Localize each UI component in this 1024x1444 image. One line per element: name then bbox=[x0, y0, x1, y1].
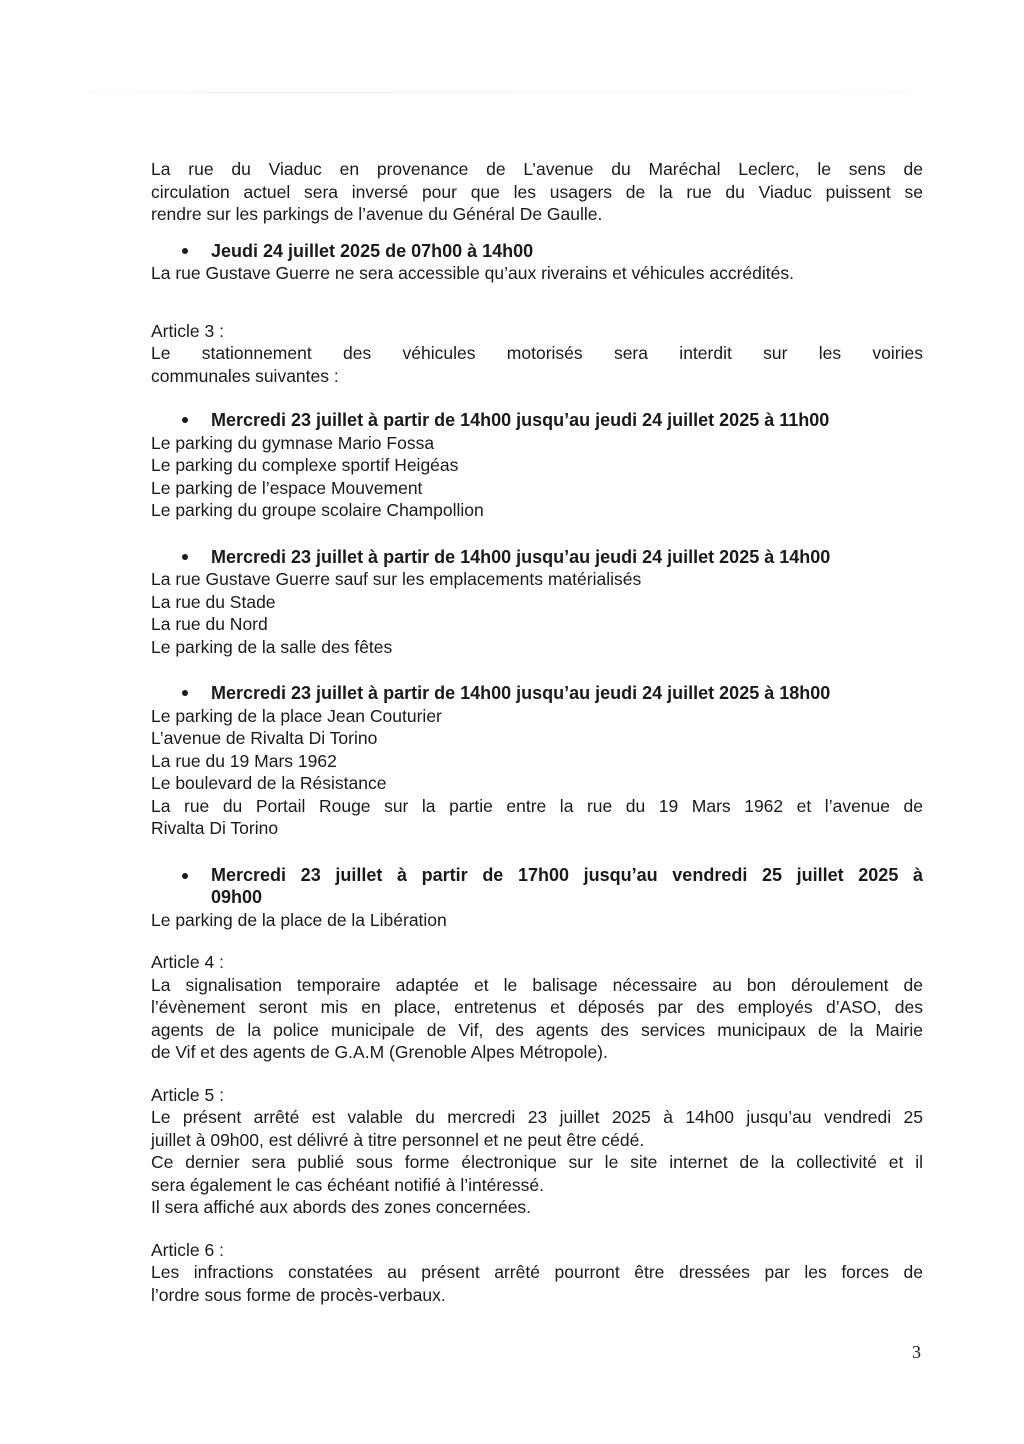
bullet-icon bbox=[182, 690, 188, 696]
article-4-line: de Vif et des agents de G.A.M (Grenoble Alpes Métropole). bbox=[151, 1042, 608, 1062]
group-3-item: Le boulevard de la Résistance bbox=[151, 773, 387, 793]
group-4-item: Le parking de la place de la Libération bbox=[151, 909, 447, 930]
article-5-line: Le présent arrêté est valable du mercredi 23 juillet 2025 à 14h00 jusqu’au vendredi 25 bbox=[151, 1107, 923, 1127]
bullet-heading-jeudi: Jeudi 24 juillet 2025 de 07h00 à 14h00 bbox=[151, 240, 923, 263]
bullet-heading-group-2: Mercredi 23 juillet à partir de 14h00 jusqu’au jeudi 24 juillet 2025 à 14h00 bbox=[151, 546, 923, 569]
article-4-title: Article 4 : bbox=[151, 952, 224, 972]
group-1-item: Le parking du groupe scolaire Champollion bbox=[151, 500, 484, 520]
article-5-line: Il sera affiché aux abords des zones concernées. bbox=[151, 1197, 532, 1217]
bullet-icon bbox=[182, 248, 188, 254]
article-3-line: communales suivantes : bbox=[151, 365, 339, 386]
article-3-title: Article 3 : bbox=[151, 320, 224, 341]
article-4-line: l’évènement seront mis en place, entretenus et déposés par des employés d’ASO, des bbox=[151, 997, 923, 1017]
article-3-line: Le stationnement des véhicules motorisés sera interdit sur les voiries bbox=[151, 343, 923, 363]
document-body bbox=[151, 158, 923, 1306]
article-6-title: Article 6 : bbox=[151, 1239, 224, 1260]
intro-paragraph bbox=[151, 158, 923, 226]
bullet-heading-group-3: Mercredi 23 juillet à partir de 14h00 jusqu’au jeudi 24 juillet 2025 à 18h00 bbox=[151, 682, 923, 705]
intro-line: circulation actuel sera inversé pour que les usagers de la rue du Viaduc puissent se bbox=[151, 181, 923, 202]
group-1-item: Le parking de l’espace Mouvement bbox=[151, 477, 423, 498]
bullet-heading-group-4: Mercredi 23 juillet à partir de 17h00 jusqu’au vendredi 25 juillet 2025 à 09h00 bbox=[151, 864, 923, 909]
group-2-item: Le parking de la salle des fêtes bbox=[151, 636, 393, 657]
intro-line: La rue du Viaduc en provenance de L’avenue du Maréchal Leclerc, le sens de bbox=[151, 159, 923, 179]
article-5-line: sera également le cas échéant notifié à l’intéressé. bbox=[151, 1174, 545, 1195]
group-3-item: La rue du 19 Mars 1962 bbox=[151, 750, 337, 771]
article-5-line: Ce dernier sera publié sous forme électronique sur le site internet de la collectivité et il bbox=[151, 1152, 923, 1172]
article-4-line: agents de la police municipale de Vif, des agents des services municipaux de la Mairie bbox=[151, 1019, 923, 1040]
bullet-icon bbox=[182, 417, 188, 423]
jeudi-text: La rue Gustave Guerre ne sera accessible qu’aux riverains et véhicules accrédités. bbox=[151, 263, 794, 283]
group-3-item: L’avenue de Rivalta Di Torino bbox=[151, 728, 378, 748]
group-1-item: Le parking du complexe sportif Heigéas bbox=[151, 455, 459, 475]
group-3-item: Le parking de la place Jean Couturier bbox=[151, 705, 442, 726]
article-6-line: l’ordre sous forme de procès-verbaux. bbox=[151, 1284, 446, 1305]
bullet-icon bbox=[182, 873, 188, 879]
article-5-line: juillet à 09h00, est délivré à titre personnel et ne peut être cédé. bbox=[151, 1129, 645, 1150]
article-4-line: La signalisation temporaire adaptée et le balisage nécessaire au bon déroulement de bbox=[151, 974, 923, 995]
page-number: 3 bbox=[912, 1342, 921, 1362]
group-3-item: Rivalta Di Torino bbox=[151, 818, 279, 838]
bullet-icon bbox=[182, 554, 188, 560]
scan-artifact-line bbox=[30, 92, 994, 93]
group-2-item: La rue du Stade bbox=[151, 591, 276, 612]
group-1-item: Le parking du gymnase Mario Fossa bbox=[151, 432, 435, 453]
bullet-heading-group-1: Mercredi 23 juillet à partir de 14h00 jusqu’au jeudi 24 juillet 2025 à 11h00 bbox=[151, 409, 923, 432]
group-2-item: La rue du Nord bbox=[151, 614, 268, 634]
group-3-item: La rue du Portail Rouge sur la partie entre la rue du 19 Mars 1962 et l’avenue de bbox=[151, 795, 923, 816]
group-2-item: La rue Gustave Guerre sauf sur les emplacements matérialisés bbox=[151, 569, 642, 589]
article-6-line: Les infractions constatées au présent arrêté pourront être dressées par les forces de bbox=[151, 1262, 923, 1282]
intro-line: rendre sur les parkings de l’avenue du Général De Gaulle. bbox=[151, 204, 603, 224]
article-5-title: Article 5 : bbox=[151, 1084, 224, 1105]
